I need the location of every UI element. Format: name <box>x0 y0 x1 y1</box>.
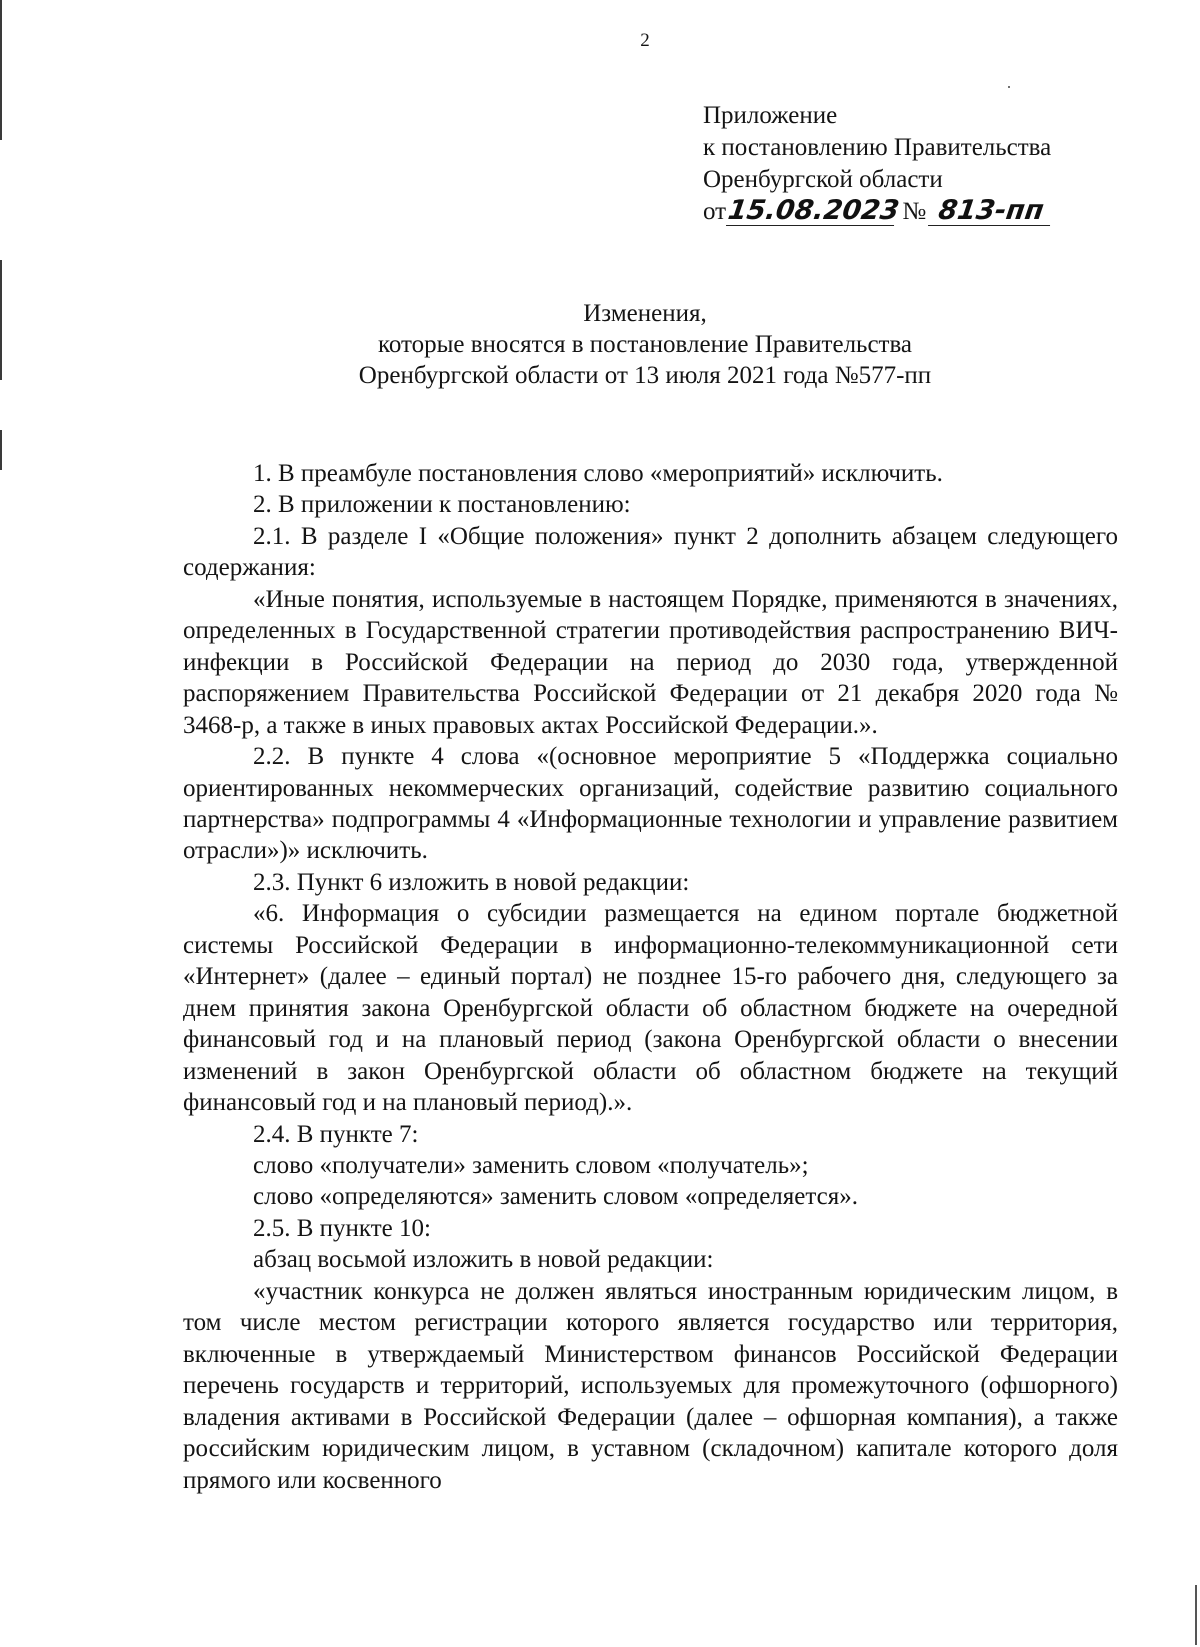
handwritten-date: 15.08.2023 <box>726 195 902 226</box>
title-line: которые вносятся в постановление Правительства <box>377 331 913 358</box>
paragraph: 2.3. Пункт 6 изложить в новой редакции: <box>253 868 690 896</box>
paragraph: 2.1. В разделе I «Общие положения» пункт 2 дополнить абзацем следующего содержания: <box>183 522 1118 582</box>
scan-edge-mark <box>1195 1585 1197 1645</box>
appendix-line: Оренбургской области <box>703 166 943 193</box>
scan-edge-mark <box>0 430 2 470</box>
title-line: Изменения, <box>583 300 707 327</box>
document-body <box>183 458 1118 1496</box>
paragraph: 2.5. В пункте 10: <box>253 1214 431 1242</box>
document-title <box>0 298 1200 391</box>
page-number: 2 <box>640 30 650 51</box>
paragraph: «Иные понятия, используемые в настоящем Порядке, применяются в значениях, определенных в Государственной стратегии противодействия распространению ВИЧ-инфекции в Российской Федерации на период до 2030 года, утвержденной распоряжением Правительства Российской Федерации от 21 декабря 2020 года № 3468-р, а также в иных правовых актах Российской Федерации.». <box>183 585 1118 739</box>
paragraph: 2. В приложении к постановлению: <box>253 491 631 519</box>
paragraph: «6. Информация о субсидии размещается на едином портале бюджетной системы Российской Федерации в информационно-телекоммуникационной сети «Интернет» (далее – единый портал) не позднее 15-го рабочего дня, следующего за днем принятия закона Оренбургской области об областном бюджете на очередной финансовый год и на плановый период (закона Оренбургской области о внесении изменений в закон Оренбургской области об областном бюджете на текущий финансовый год и на плановый период).». <box>183 900 1118 1117</box>
from-label: от <box>703 198 727 225</box>
scan-edge-mark <box>0 0 2 140</box>
handwritten-number: 813-пп <box>928 197 1054 226</box>
title-line: Оренбургской области от 13 июля 2021 года №577-пп <box>358 362 932 389</box>
paragraph: слово «получатели» заменить словом «получатель»; <box>253 1151 809 1179</box>
paragraph: 2.4. В пункте 7: <box>253 1120 419 1148</box>
appendix-line: к постановлению Правительства <box>703 134 1052 161</box>
paragraph: «участник конкурса не должен являться иностранным юридическим лицом, в том числе местом регистрации которого является государство или территория, включенные в утверждаемый Министерством финансов Российской Федерации перечень государств и территорий, используемых для промежуточного (офшорного) владения активами в Российской Федерации (далее – офшорная компания), а также российским юридическим лицом, в уставном (складочном) капитале которого доля прямого или косвенного <box>183 1277 1118 1494</box>
appendix-line: Приложение <box>703 102 838 129</box>
number-sign: № <box>902 198 927 225</box>
appendix-date-number-line <box>703 196 1052 228</box>
paragraph: 1. В преамбуле постановления слово «мероприятий» исключить. <box>253 460 943 487</box>
paragraph: 2.2. В пункте 4 слова «(основное мероприятие 5 «Поддержка социально ориентированных некоммерческих организаций, содействие развитию социального партнерства» подпрограммы 4 «Информационные технологии и управление развитием отрасли»)» исключить. <box>183 743 1118 865</box>
scan-dot <box>1008 86 1010 88</box>
appendix-header <box>703 100 1052 228</box>
paragraph: слово «определяются» заменить словом «определяется». <box>253 1183 858 1211</box>
paragraph: абзац восьмой изложить в новой редакции: <box>253 1246 714 1274</box>
